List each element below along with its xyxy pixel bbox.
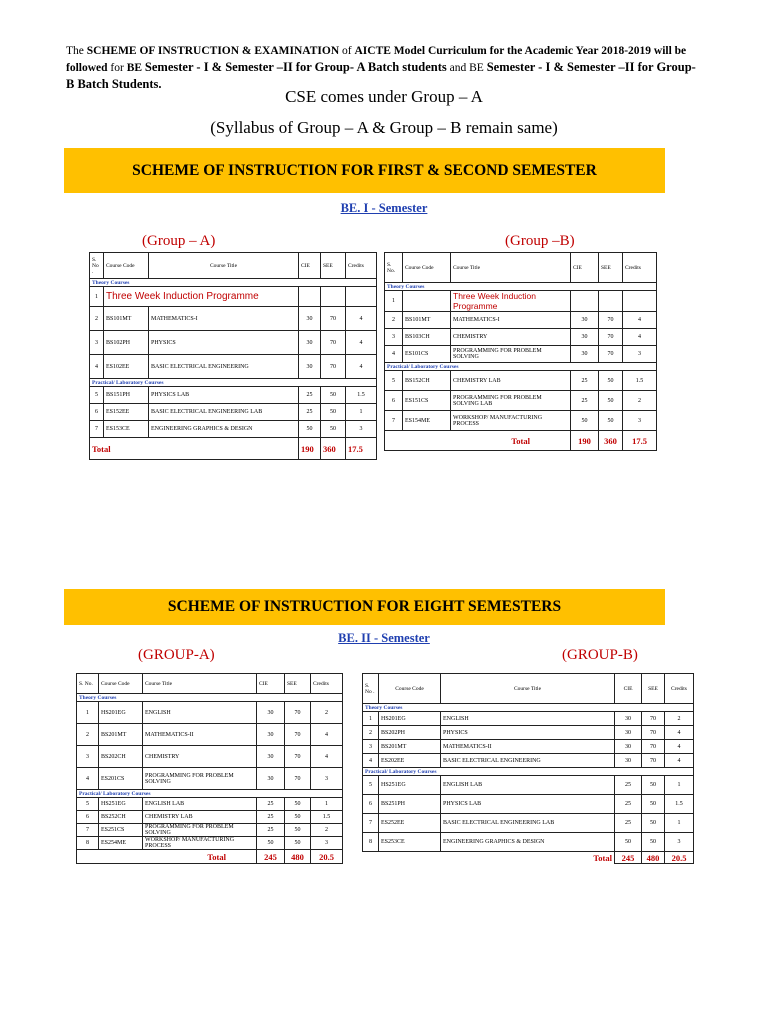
cell-course-code: ES154ME [403,411,451,431]
intro-text: and [449,62,467,74]
intro-text: SCHEME OF INSTRUCTION & EXAMINATION [86,45,340,57]
cell-course-code: BS103CH [403,329,451,346]
cell-course-code: HS201EG [99,702,143,724]
cell-cie: 30 [299,331,321,355]
cell-sno: 1 [363,712,379,726]
cell-course-title: WORKSHOP/ MANUFACTURING PROCESS [451,411,571,431]
group-b-label: (Group –B) [505,233,575,249]
cell-cie: 30 [571,346,599,363]
cell-course-code: ES254ME [99,837,143,850]
cell-course-code: BS201MT [99,724,143,746]
cell-sno: 3 [385,329,403,346]
cell-sno: 3 [90,331,104,355]
cell-course-code: BS151PH [104,387,149,404]
cell-sno: 5 [363,776,379,795]
cell-credits: 4 [665,726,694,740]
cell-see: 50 [642,833,665,852]
cell-cie: 30 [257,702,285,724]
cell-course-code: ES252EE [379,814,441,833]
cell-credits: 1.5 [665,795,694,814]
cell-cie: 50 [571,411,599,431]
total-credits: 17.5 [346,438,377,460]
total-row [385,431,657,451]
cell-credits: 3 [311,837,343,850]
cell-credits: 4 [665,740,694,754]
total-credits: 20.5 [665,852,694,864]
total-cie: 190 [571,431,599,451]
intro-text: BE [126,62,143,74]
cell-sno: 2 [385,312,403,329]
cell-course-code: ES152EE [104,404,149,421]
cell-cie: 30 [615,726,642,740]
col-code: Course Code [379,674,441,704]
banner-first-second-semester: SCHEME OF INSTRUCTION FOR FIRST & SECOND SEMESTER [64,148,665,193]
cell-credits: 2 [623,391,657,411]
banner-eight-semesters: SCHEME OF INSTRUCTION FOR EIGHT SEMESTERS [64,589,665,625]
col-code: Course Code [403,253,451,283]
cell-course-title: PROGRAMMING FOR PROBLEM SOLVING LAB [451,391,571,411]
cell-sno: 2 [363,726,379,740]
cell-cie: 25 [299,404,321,421]
total-see: 360 [321,438,346,460]
table-row [90,355,377,379]
cell-cie: 50 [299,421,321,438]
cell-course-code: HS201EG [379,712,441,726]
cell-sno: 4 [363,754,379,768]
table-row [77,837,343,850]
cell-credits: 2 [311,824,343,837]
table-row: 1 Three Week Induction Programme [385,291,657,312]
cell-credits: 2 [311,702,343,724]
cell-credits: 3 [665,833,694,852]
cell-cie: 30 [299,307,321,331]
cell-credits: 4 [311,746,343,768]
section-theory: Theory Courses [385,283,657,291]
col-title: Course Title [441,674,615,704]
cell-credits: 3 [346,421,377,438]
cell-course-code: BS252CH [99,811,143,824]
semester-2-title[interactable]: BE. II - Semester [338,631,430,645]
col-credits: Credits [311,674,343,694]
sem1-group-a-table [89,252,377,460]
cell-see: 70 [285,746,311,768]
cell-cie: 30 [571,312,599,329]
cell-course-title: CHEMISTRY [143,746,257,768]
cell-cie: 30 [615,712,642,726]
cell-course-code: BS101MT [403,312,451,329]
col-title: Course Title [149,253,299,279]
col-sno: S. No. [385,253,403,283]
table-row [363,833,694,852]
cell-credits: 1 [311,798,343,811]
cell-course-title: MATHEMATICS-II [441,740,615,754]
intro-text: BE [469,62,484,74]
cell-sno: 7 [385,411,403,431]
table-row [90,421,377,438]
cell-see: 70 [321,355,346,379]
col-see: SEE [321,253,346,279]
cell-credits: 4 [623,329,657,346]
cell-sno: 2 [90,307,104,331]
table-row [385,411,657,431]
cell-course-title: WORKSHOP/ MANUFACTURING PROCESS [143,837,257,850]
table-row [363,814,694,833]
col-code: Course Code [104,253,149,279]
table-row [363,712,694,726]
total-see: 360 [599,431,623,451]
section-practical: Practical/ Laboratory Courses [385,363,657,371]
cell-course-code: BS152CH [403,371,451,391]
col-see: SEE [642,674,665,704]
cell-course-code: ES153CE [104,421,149,438]
cell-credits: 4 [346,355,377,379]
cell-cie: 25 [571,391,599,411]
intro-text: Semester - I & Semester –II for Group- A Batch students [144,60,447,74]
cell-course-title: MATHEMATICS-I [451,312,571,329]
cell-see: 70 [285,702,311,724]
cell-course-code: ES151CS [403,391,451,411]
cell-course-code: HS251EG [99,798,143,811]
intro-text: The [66,45,84,57]
cell-course-title: PHYSICS LAB [149,387,299,404]
cell-sno: 4 [90,355,104,379]
syllabus-note: (Syllabus of Group – A & Group – B remain same) [210,118,558,137]
cell-course-code: ES201CS [99,768,143,790]
cell-sno: 7 [90,421,104,438]
cell-course-title: BASIC ELECTRICAL ENGINEERING LAB [441,814,615,833]
cell-course-title: ENGLISH [441,712,615,726]
table-row [363,726,694,740]
intro-paragraph [66,43,706,93]
cell-cie: 30 [615,740,642,754]
col-cie: CIE [257,674,285,694]
cell-see: 70 [642,754,665,768]
total-cie: 245 [257,850,285,864]
col-credits: Credits [665,674,694,704]
intro-text: for [110,62,124,74]
cell-see: 50 [642,814,665,833]
col-cie: CIE [571,253,599,283]
col-cie: CIE [615,674,642,704]
cell-course-title: CHEMISTRY LAB [451,371,571,391]
cell-credits: 4 [346,331,377,355]
cell-see: 70 [321,331,346,355]
cell-course-title: PROGRAMMING FOR PROBLEM SOLVING [143,768,257,790]
cell-see: 70 [642,740,665,754]
cell-cie: 25 [615,795,642,814]
col-sno: S. No . [90,253,104,279]
sem2-group-a-table [76,673,343,864]
intro-text: Semester - I & Semester –II for Group- B Batch Students. [66,60,696,91]
table-row [90,307,377,331]
cell-sno: 8 [77,837,99,850]
semester-1-title[interactable]: BE. I - Semester [340,201,428,215]
cell-credits: 2 [665,712,694,726]
col-code: Course Code [99,674,143,694]
cell-sno: 8 [363,833,379,852]
table-row [77,768,343,790]
cell-cie: 25 [257,811,285,824]
cell-cie: 25 [257,824,285,837]
col-credits: Credits [623,253,657,283]
induction-programme: Three Week Induction Programme [104,287,299,307]
cell-cie: 25 [615,776,642,795]
cell-credits: 1.5 [623,371,657,391]
cell-sno: 4 [385,346,403,363]
section-theory: Theory Courses [90,279,377,287]
cell-cie: 30 [299,355,321,379]
table-row [77,824,343,837]
cell-cie: 25 [299,387,321,404]
cell-see: 50 [599,391,623,411]
cell-credits: 4 [346,307,377,331]
table-row [90,387,377,404]
cell-see: 50 [642,776,665,795]
cell-sno: 3 [363,740,379,754]
cell-cie: 30 [257,746,285,768]
col-title: Course Title [143,674,257,694]
cell-sno: 5 [90,387,104,404]
cell-course-title: PHYSICS LAB [441,795,615,814]
cell-cie: 30 [257,724,285,746]
table-row [385,329,657,346]
cell-course-code: ES253CE [379,833,441,852]
cell-see: 50 [321,387,346,404]
induction-programme: Three Week Induction Programme [451,291,571,312]
cell-course-title: ENGLISH [143,702,257,724]
cell-see: 50 [599,371,623,391]
cell-course-code: BS102PH [104,331,149,355]
table-row [363,776,694,795]
cell-credits: 1 [346,404,377,421]
cell-sno: 4 [77,768,99,790]
cell-cie: 50 [257,837,285,850]
cell-see: 70 [285,768,311,790]
cell-course-title: ENGLISH LAB [143,798,257,811]
table-row [90,331,377,355]
total-label: Total [385,431,571,451]
total-label: Total [90,438,299,460]
cell-sno: 3 [77,746,99,768]
table-row [385,371,657,391]
cell-see: 50 [321,421,346,438]
cell-see: 70 [599,329,623,346]
cell-course-title: PHYSICS [149,331,299,355]
cell-course-code: BS101MT [104,307,149,331]
table-row: 1 Three Week Induction Programme [90,287,377,307]
cell-course-title: CHEMISTRY LAB [143,811,257,824]
col-title: Course Title [451,253,571,283]
cell-credits: 1 [665,814,694,833]
total-row [363,852,694,864]
cell-course-code: BS202CH [99,746,143,768]
cell-sno: 7 [363,814,379,833]
cell-sno: 5 [385,371,403,391]
total-label: Total [363,852,615,864]
section-practical: Practical/ Laboratory Courses [90,379,377,387]
cell-course-title: PROGRAMMING FOR PROBLEM SOLVING [451,346,571,363]
cell-see: 50 [285,798,311,811]
cell-cie: 30 [615,754,642,768]
total-cie: 245 [615,852,642,864]
cell-course-title: CHEMISTRY [451,329,571,346]
cell-course-title: ENGINEERING GRAPHICS & DESIGN [149,421,299,438]
group-a2-label: (GROUP-A) [138,647,215,663]
cell-course-code: BS201MT [379,740,441,754]
cell-sno: 6 [90,404,104,421]
cell-sno: 6 [77,811,99,824]
cell-credits: 1.5 [311,811,343,824]
cell-sno: 6 [385,391,403,411]
table-row [385,391,657,411]
table-row [77,724,343,746]
cell-see: 70 [599,346,623,363]
section-practical: Practical/ Laboratory Courses [363,768,694,776]
cell-course-title: BASIC ELECTRICAL ENGINEERING LAB [149,404,299,421]
cell-cie: 50 [615,833,642,852]
col-credits: Credits [346,253,377,279]
cell-see: 70 [642,726,665,740]
cell-credits: 3 [623,346,657,363]
cell-course-code: BS251PH [379,795,441,814]
cell-see: 70 [642,712,665,726]
table-row [90,404,377,421]
cell-course-title: PHYSICS [441,726,615,740]
cell-sno: 5 [77,798,99,811]
cell-course-code: ES101CS [403,346,451,363]
total-credits: 17.5 [623,431,657,451]
group-heading: CSE comes under Group – A [285,87,483,106]
section-theory: Theory Courses [77,694,343,702]
cell-sno: 2 [77,724,99,746]
table-row [77,811,343,824]
cell-credits: 4 [665,754,694,768]
total-see: 480 [285,850,311,864]
table-row [363,740,694,754]
cell-see: 70 [599,312,623,329]
total-see: 480 [642,852,665,864]
cell-course-title: BASIC ELECTRICAL ENGINEERING [149,355,299,379]
cell-cie: 30 [571,329,599,346]
cell-credits: 3 [311,768,343,790]
col-sno: S. No. [77,674,99,694]
cell-cie: 30 [257,768,285,790]
intro-text: AICTE Model Curriculum for the Academic Year 2018-2019 will be followed [66,45,687,74]
table-row [363,754,694,768]
table-row [77,798,343,811]
cell-course-title: ENGINEERING GRAPHICS & DESIGN [441,833,615,852]
cell-course-title: BASIC ELECTRICAL ENGINEERING [441,754,615,768]
intro-text: of [342,45,352,57]
table-row [77,746,343,768]
cell-course-code: ES202EE [379,754,441,768]
col-sno: S. No . [363,674,379,704]
cell-course-title: PROGRAMMING FOR PROBLEM SOLVING [143,824,257,837]
table-row [363,795,694,814]
cell-see: 50 [285,824,311,837]
cell-credits: 3 [623,411,657,431]
section-theory: Theory Courses [363,704,694,712]
cell-cie: 25 [571,371,599,391]
cell-cie: 25 [257,798,285,811]
cell-credits: 4 [623,312,657,329]
total-row [77,850,343,864]
cell-course-title: MATHEMATICS-I [149,307,299,331]
cell-see: 50 [642,795,665,814]
total-row [90,438,377,460]
cell-see: 50 [321,404,346,421]
cell-cie: 25 [615,814,642,833]
cell-see: 70 [321,307,346,331]
cell-see: 50 [285,811,311,824]
section-practical: Practical/ Laboratory Courses [77,790,343,798]
cell-course-title: ENGLISH LAB [441,776,615,795]
cell-sno: 7 [77,824,99,837]
cell-see: 50 [285,837,311,850]
table-row [385,312,657,329]
col-see: SEE [599,253,623,283]
cell-course-title: MATHEMATICS-II [143,724,257,746]
cell-course-code: ES102EE [104,355,149,379]
table-row [385,346,657,363]
cell-course-code: BS202PH [379,726,441,740]
cell-credits: 4 [311,724,343,746]
cell-see: 50 [599,411,623,431]
cell-see: 70 [285,724,311,746]
total-cie: 190 [299,438,321,460]
total-label: Total [77,850,257,864]
group-b2-label: (GROUP-B) [562,647,638,663]
cell-credits: 1.5 [346,387,377,404]
cell-course-code: ES251CS [99,824,143,837]
cell-course-code: HS251EG [379,776,441,795]
cell-sno: 1 [77,702,99,724]
group-a-label: (Group – A) [142,233,216,249]
total-credits: 20.5 [311,850,343,864]
table-row [77,702,343,724]
cell-credits: 1 [665,776,694,795]
cell-sno: 6 [363,795,379,814]
sem2-group-b-table [362,673,694,864]
sem1-group-b-table [384,252,657,451]
col-see: SEE [285,674,311,694]
col-cie: CIE [299,253,321,279]
